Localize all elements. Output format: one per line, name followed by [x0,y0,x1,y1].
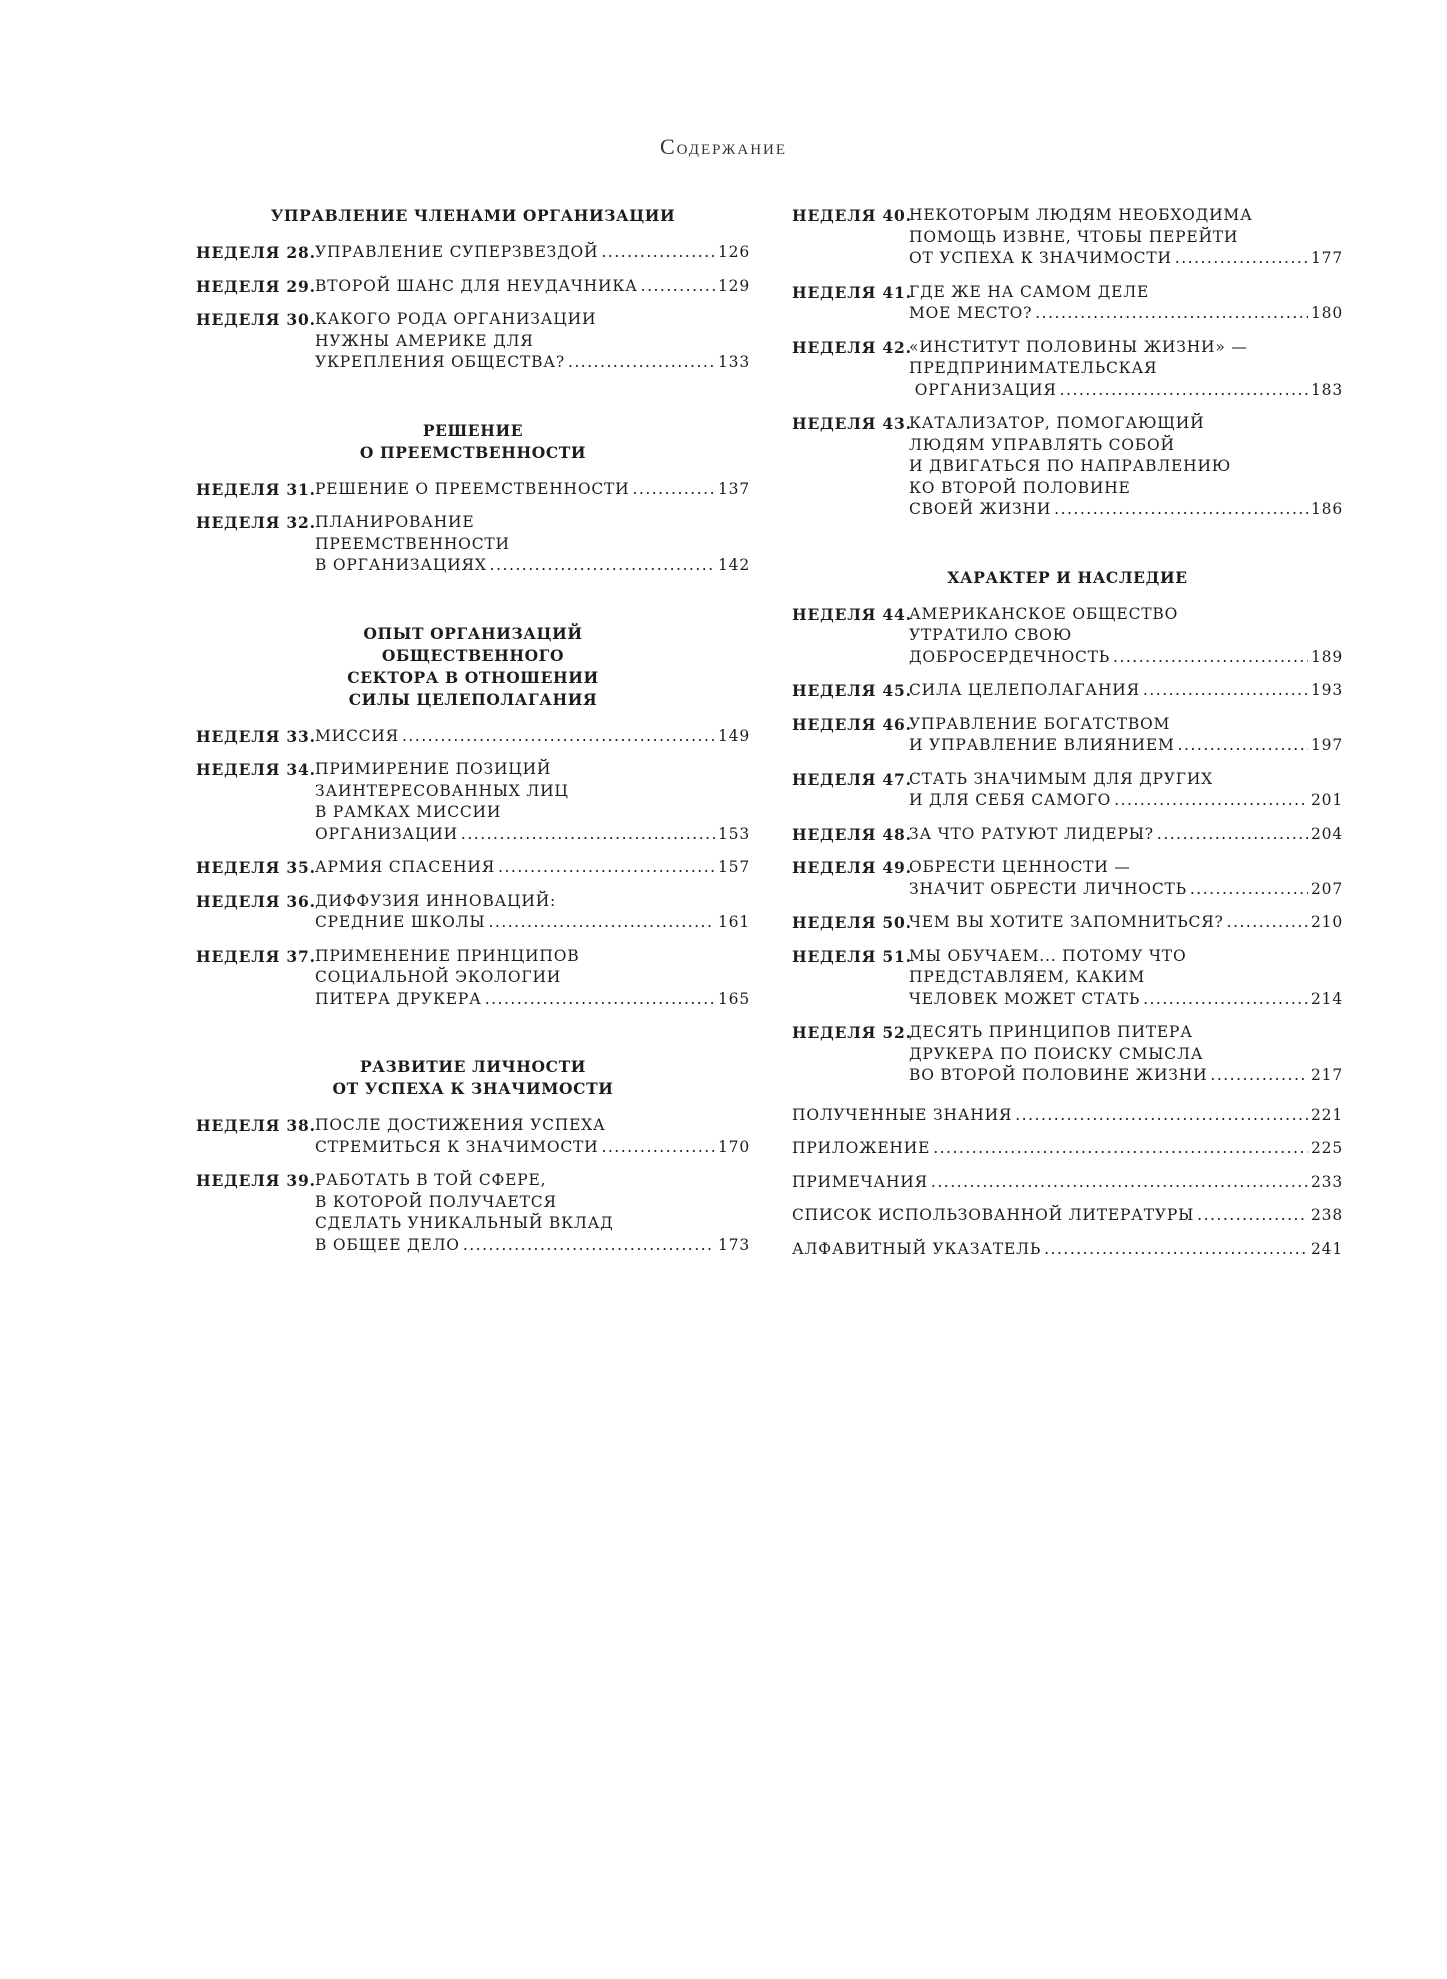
entry-title [909,824,1343,846]
entry-title [909,912,1343,934]
dot-leader [1210,1065,1308,1087]
entry-week-label: НЕДЕЛЯ 41. [792,282,912,302]
page-number: 210 [1311,913,1343,931]
page-number: 225 [1311,1139,1343,1157]
entry-week-label: НЕДЕЛЯ 39. [196,1171,316,1190]
entry-title-last-line [909,912,1343,934]
entry-title-line: СРЕДНИЕ ШКОЛЫ [315,913,486,931]
entry-week-label: НЕДЕЛЯ 46. [792,714,912,734]
entry-title-last-line [315,726,750,748]
entry-week-label: НЕДЕЛЯ 48. [792,824,912,844]
entry-title-line: ГДЕ ЖЕ НА САМОМ ДЕЛЕ [909,282,1150,301]
back-matter-entry[interactable] [792,1138,1343,1160]
entry-week-label: НЕДЕЛЯ 42. [792,337,912,357]
section-heading: УПРАВЛЕНИЕ ЧЛЕНАМИ ОРГАНИЗАЦИИ [270,206,676,225]
toc-entry[interactable] [792,824,1343,846]
entry-title-line: ПРИМЕНЕНИЕ ПРИНЦИПОВ [315,946,580,965]
toc-entry[interactable] [196,512,750,577]
toc-entry[interactable] [792,1022,1343,1087]
entry-title-line: В РАМКАХ МИССИИ [315,803,502,821]
entry-title [315,1170,750,1256]
entry-title [909,946,1343,1011]
entry-week-label: НЕДЕЛЯ 52. [792,1023,912,1042]
entry-title-line: «ИНСТИТУТ ПОЛОВИНЫ ЖИЗНИ» — [909,337,1248,356]
entry-title-line: СИЛА ЦЕЛЕПОЛАГАНИЯ [909,681,1140,699]
entry-week-label: НЕДЕЛЯ 32. [196,513,316,532]
entry-week-label: НЕДЕЛЯ 28. [196,243,316,262]
entry-title-line: ЧЕЛОВЕК МОЖЕТ СТАТЬ [909,989,1141,1008]
page-number: 161 [718,913,750,931]
entry-week-label: НЕДЕЛЯ 40. [792,206,912,225]
entry-title [909,282,1343,325]
dot-leader [1060,380,1308,402]
dot-leader [601,242,715,264]
entry-title-line: В ОБЩЕЕ ДЕЛО [315,1235,460,1254]
entry-week-label: НЕДЕЛЯ 33. [196,726,316,746]
page-number: 214 [1311,989,1343,1008]
dot-leader [1113,647,1308,669]
dot-leader [632,479,715,501]
dot-leader [490,555,715,577]
entry-week-label: НЕДЕЛЯ 45. [792,681,912,700]
entry-title-line: УТРАТИЛО СВОЮ [909,626,1072,644]
entry-week-label: НЕДЕЛЯ 31. [196,479,316,499]
entry-title-line: КАКОГО РОДА ОРГАНИЗАЦИИ [315,310,597,328]
entry-title-line: ПРЕДСТАВЛЯЕМ, КАКИМ [909,968,1145,986]
entry-title-last-line [909,499,1343,521]
entry-title-line: ОБРЕСТИ ЦЕННОСТИ — [909,858,1131,876]
section-heading: РАЗВИТИЕ ЛИЧНОСТИ ОТ УСПЕХА К ЗНАЧИМОСТИ [332,1057,614,1098]
back-matter-title: АЛФАВИТНЫЙ УКАЗАТЕЛЬ [792,1239,1042,1258]
toc-entry[interactable] [196,946,750,1011]
toc-entry[interactable] [792,680,1343,702]
back-matter-title: ПОЛУЧЕННЫЕ ЗНАНИЯ [792,1105,1013,1124]
page-number: 142 [718,556,750,574]
page-number: 204 [1311,824,1343,843]
entry-title [909,337,1343,402]
dot-leader [402,726,715,748]
entry-title [909,769,1343,812]
entry-title-last-line [315,824,750,846]
toc-entry[interactable] [196,1115,750,1158]
toc-entry[interactable] [196,276,750,298]
entry-title [909,604,1343,669]
entry-title-line: СОЦИАЛЬНОЙ ЭКОЛОГИИ [315,968,562,986]
dot-leader [1114,790,1308,812]
entry-title-line: ПИТЕРА ДРУКЕРА [315,989,482,1008]
page-number: 126 [718,243,750,261]
dot-leader [1175,248,1308,270]
page-number: 189 [1311,647,1343,666]
entry-title-last-line [315,276,750,298]
page-number: 241 [1311,1239,1343,1258]
entry-title-last-line [315,857,750,879]
entry-title-line: СВОЕЙ ЖИЗНИ [909,500,1052,518]
entry-title-line: ЗАИНТЕРЕСОВАННЫХ ЛИЦ [315,781,569,800]
entry-title-line: И УПРАВЛЕНИЕ ВЛИЯНИЕМ [909,736,1175,754]
entry-title [909,205,1343,270]
toc-entry[interactable] [792,604,1343,669]
entry-title-last-line [909,680,1343,702]
entry-title-line: В КОТОРОЙ ПОЛУЧАЕТСЯ [315,1192,557,1211]
toc-entry[interactable] [792,912,1343,934]
dot-leader [1015,1105,1308,1127]
entry-title-line: ДОБРОСЕРДЕЧНОСТЬ [909,647,1111,666]
page-number: 129 [718,276,750,295]
dot-leader [641,276,715,298]
page-number: 153 [718,824,750,843]
entry-week-label: НЕДЕЛЯ 49. [792,858,912,877]
toc-entry[interactable] [196,309,750,374]
entry-title-line: УКРЕПЛЕНИЯ ОБЩЕСТВА? [315,353,565,371]
page-number: 186 [1311,500,1343,518]
entry-title-line: РЕШЕНИЕ О ПРЕЕМСТВЕННОСТИ [315,479,630,498]
dot-leader [498,857,715,879]
page-number: 133 [718,353,750,371]
page-number: 183 [1311,380,1343,399]
entry-title [315,726,750,748]
toc-entry[interactable] [792,337,1343,402]
dot-leader [601,1137,715,1159]
entry-title-line: ДИФФУЗИЯ ИННОВАЦИЙ: [315,891,557,910]
entry-title-line: В ОРГАНИЗАЦИЯХ [315,556,487,574]
toc-entry[interactable] [196,891,750,934]
entry-title-line: И ДВИГАТЬСЯ ПО НАПРАВЛЕНИЮ [909,457,1232,475]
entry-week-label: НЕДЕЛЯ 35. [196,858,316,877]
entry-title-line: МИССИЯ [315,726,399,745]
entry-title [315,276,750,298]
dot-leader [1197,1205,1308,1227]
dot-leader [1157,824,1308,846]
back-matter-entry[interactable] [792,1105,1343,1127]
entry-title-last-line [315,479,750,501]
page-title: Содержание [659,134,788,159]
entry-title-line: МЫ ОБУЧАЕМ... ПОТОМУ ЧТО [909,946,1187,965]
page-number: 165 [718,989,750,1008]
toc-entry[interactable] [196,726,750,748]
page-number: 173 [718,1235,750,1254]
entry-title-line: КАТАЛИЗАТОР, ПОМОГАЮЩИЙ [909,414,1205,432]
toc-entry[interactable] [792,282,1343,325]
entry-title-last-line [315,1137,750,1159]
dot-leader [1054,499,1308,521]
dot-leader [1190,879,1308,901]
dot-leader [1035,303,1308,325]
page-number: 157 [718,858,750,876]
entry-title-line: СТРЕМИТЬСЯ К ЗНАЧИМОСТИ [315,1137,599,1156]
entry-title [909,714,1343,757]
entry-title-line: ОРГАНИЗАЦИИ [315,824,458,843]
entry-title-last-line [315,989,750,1011]
entry-title-line: ЧЕМ ВЫ ХОТИТЕ ЗАПОМНИТЬСЯ? [909,913,1224,931]
back-matter-entry[interactable] [792,1205,1343,1227]
entry-title-line: ЗА ЧТО РАТУЮТ ЛИДЕРЫ? [909,824,1154,843]
entry-title [315,759,750,845]
entry-title-line: ОРГАНИЗАЦИЯ [909,380,1057,399]
entry-week-label: НЕДЕЛЯ 37. [196,946,316,966]
entry-title [909,413,1343,521]
entry-week-label: НЕДЕЛЯ 47. [792,769,912,789]
section-heading: ОПЫТ ОРГАНИЗАЦИЙ ОБЩЕСТВЕННОГО СЕКТОРА В ОТНОШЕНИИ СИЛЫ ЦЕЛЕПОЛАГАНИЯ [347,623,599,709]
entry-title-line: ЛЮДЯМ УПРАВЛЯТЬ СОБОЙ [909,435,1175,454]
entry-title [909,1022,1343,1087]
entry-title-last-line [909,647,1343,669]
entry-title-last-line [315,242,750,264]
page-number: 180 [1311,304,1343,322]
entry-title-line: СТАТЬ ЗНАЧИМЫМ ДЛЯ ДРУГИХ [909,769,1214,788]
entry-title-line: СДЕЛАТЬ УНИКАЛЬНЫЙ ВКЛАД [315,1214,614,1232]
entry-title-line: ОТ УСПЕХА К ЗНАЧИМОСТИ [909,249,1172,267]
toc-entry[interactable] [792,769,1343,812]
entry-title-line: НЕКОТОРЫМ ЛЮДЯМ НЕОБХОДИМА [909,206,1253,224]
dot-leader [485,989,715,1011]
page-number: 197 [1311,736,1343,754]
toc-entry[interactable] [196,1170,750,1256]
entry-title [315,857,750,879]
entry-title-last-line [315,912,750,934]
toc-entry[interactable] [792,857,1343,900]
entry-title-line: УПРАВЛЕНИЕ СУПЕРЗВЕЗДОЙ [315,243,599,261]
entry-title-line: КО ВТОРОЙ ПОЛОВИНЕ [909,478,1131,497]
entry-week-label: НЕДЕЛЯ 34. [196,760,316,779]
page-number: 170 [718,1137,750,1156]
entry-title-line: УПРАВЛЕНИЕ БОГАТСТВОМ [909,714,1171,733]
entry-title [909,857,1343,900]
entry-title-line: МОЕ МЕСТО? [909,304,1033,322]
entry-title [315,891,750,934]
back-matter-title: ПРИМЕЧАНИЯ [792,1172,928,1191]
entry-title-line: И ДЛЯ СЕБЯ САМОГО [909,791,1112,809]
page-number: 207 [1311,879,1343,898]
entry-title-line: ПРЕДПРИНИМАТЕЛЬСКАЯ [909,359,1158,377]
page-number: 201 [1311,791,1343,809]
toc-entry[interactable] [196,857,750,879]
toc-entry[interactable] [792,205,1343,270]
entry-title-line: ПОМОЩЬ ИЗВНЕ, ЧТОБЫ ПЕРЕЙТИ [909,227,1239,246]
dot-leader [1143,680,1308,702]
dot-leader [933,1138,1308,1160]
page-number: 221 [1311,1105,1343,1124]
entry-title-line: ПЛАНИРОВАНИЕ [315,513,475,531]
back-matter-entry[interactable] [792,1239,1343,1261]
back-matter-title: СПИСОК ИСПОЛЬЗОВАННОЙ ЛИТЕРАТУРЫ [792,1206,1195,1224]
entry-title [315,512,750,577]
page-number: 193 [1311,681,1343,699]
entry-week-label: НЕДЕЛЯ 50. [792,913,912,932]
entry-title-last-line [909,1065,1343,1087]
entry-title-line: НУЖНЫ АМЕРИКЕ ДЛЯ [315,331,534,350]
entry-title-last-line [315,352,750,374]
section-heading: ХАРАКТЕР И НАСЛЕДИЕ [947,567,1188,587]
entry-title [315,479,750,501]
entry-title-last-line [909,380,1343,402]
entry-title-last-line [315,1235,750,1257]
entry-week-label: НЕДЕЛЯ 30. [196,310,316,329]
toc-entry[interactable] [792,413,1343,521]
page-number: 217 [1311,1066,1343,1084]
toc-left-column [196,205,750,1268]
entry-title [315,309,750,374]
entry-week-label: НЕДЕЛЯ 44. [792,604,912,624]
entry-title [315,1115,750,1158]
entry-title-last-line [909,790,1343,812]
entry-title-line: ВО ВТОРОЙ ПОЛОВИНЕ ЖИЗНИ [909,1066,1208,1084]
entry-title [315,946,750,1011]
entry-title-line: ВТОРОЙ ШАНС ДЛЯ НЕУДАЧНИКА [315,276,638,295]
entry-title-line: РАБОТАТЬ В ТОЙ СФЕРЕ, [315,1171,547,1189]
entry-title-line: АРМИЯ СПАСЕНИЯ [315,858,496,876]
page-number: 238 [1311,1206,1343,1224]
entry-title-line: ПРИМИРЕНИЕ ПОЗИЦИЙ [315,760,552,778]
entry-title-last-line [909,303,1343,325]
dot-leader [1227,912,1308,934]
entry-title-line: ДЕСЯТЬ ПРИНЦИПОВ ПИТЕРА [909,1023,1193,1041]
entry-title-line: ПРЕЕМСТВЕННОСТИ [315,534,510,553]
toc-right-column [792,205,1343,1272]
entry-title-last-line [909,248,1343,270]
dot-leader [1044,1239,1308,1261]
page-number: 233 [1311,1172,1343,1191]
dot-leader [488,912,715,934]
entry-week-label: НЕДЕЛЯ 29. [196,276,316,296]
entry-title [909,680,1343,702]
toc-entry[interactable] [196,242,750,264]
toc-entry[interactable] [792,714,1343,757]
entry-title-last-line [909,735,1343,757]
toc-entry[interactable] [792,946,1343,1011]
entry-week-label: НЕДЕЛЯ 38. [196,1116,316,1135]
dot-leader [1178,735,1308,757]
entry-week-label: НЕДЕЛЯ 36. [196,891,316,911]
entry-title-line: ЗНАЧИТ ОБРЕСТИ ЛИЧНОСТЬ [909,879,1187,898]
back-matter-entry[interactable] [792,1172,1343,1194]
entry-title-last-line [909,879,1343,901]
dot-leader [463,1235,715,1257]
entry-title-line: ПОСЛЕ ДОСТИЖЕНИЯ УСПЕХА [315,1116,606,1134]
entry-title-last-line [315,555,750,577]
entry-title [315,242,750,264]
page-number: 177 [1311,249,1343,267]
entry-title-last-line [909,989,1343,1011]
entry-title-line: ДРУКЕРА ПО ПОИСКУ СМЫСЛА [909,1044,1204,1063]
page-number: 137 [718,479,750,498]
dot-leader [1143,989,1308,1011]
toc-entry[interactable] [196,759,750,845]
dot-leader [461,824,715,846]
section-heading: РЕШЕНИЕ О ПРЕЕМСТВЕННОСТИ [359,420,587,462]
back-matter-title: ПРИЛОЖЕНИЕ [792,1139,931,1157]
entry-week-label: НЕДЕЛЯ 51. [792,946,912,966]
entry-week-label: НЕДЕЛЯ 43. [792,414,912,433]
entry-title-line: АМЕРИКАНСКОЕ ОБЩЕСТВО [909,604,1179,623]
dot-leader [931,1172,1308,1194]
dot-leader [568,352,715,374]
page-number: 149 [718,726,750,745]
entry-title-last-line [909,824,1343,846]
toc-entry[interactable] [196,479,750,501]
